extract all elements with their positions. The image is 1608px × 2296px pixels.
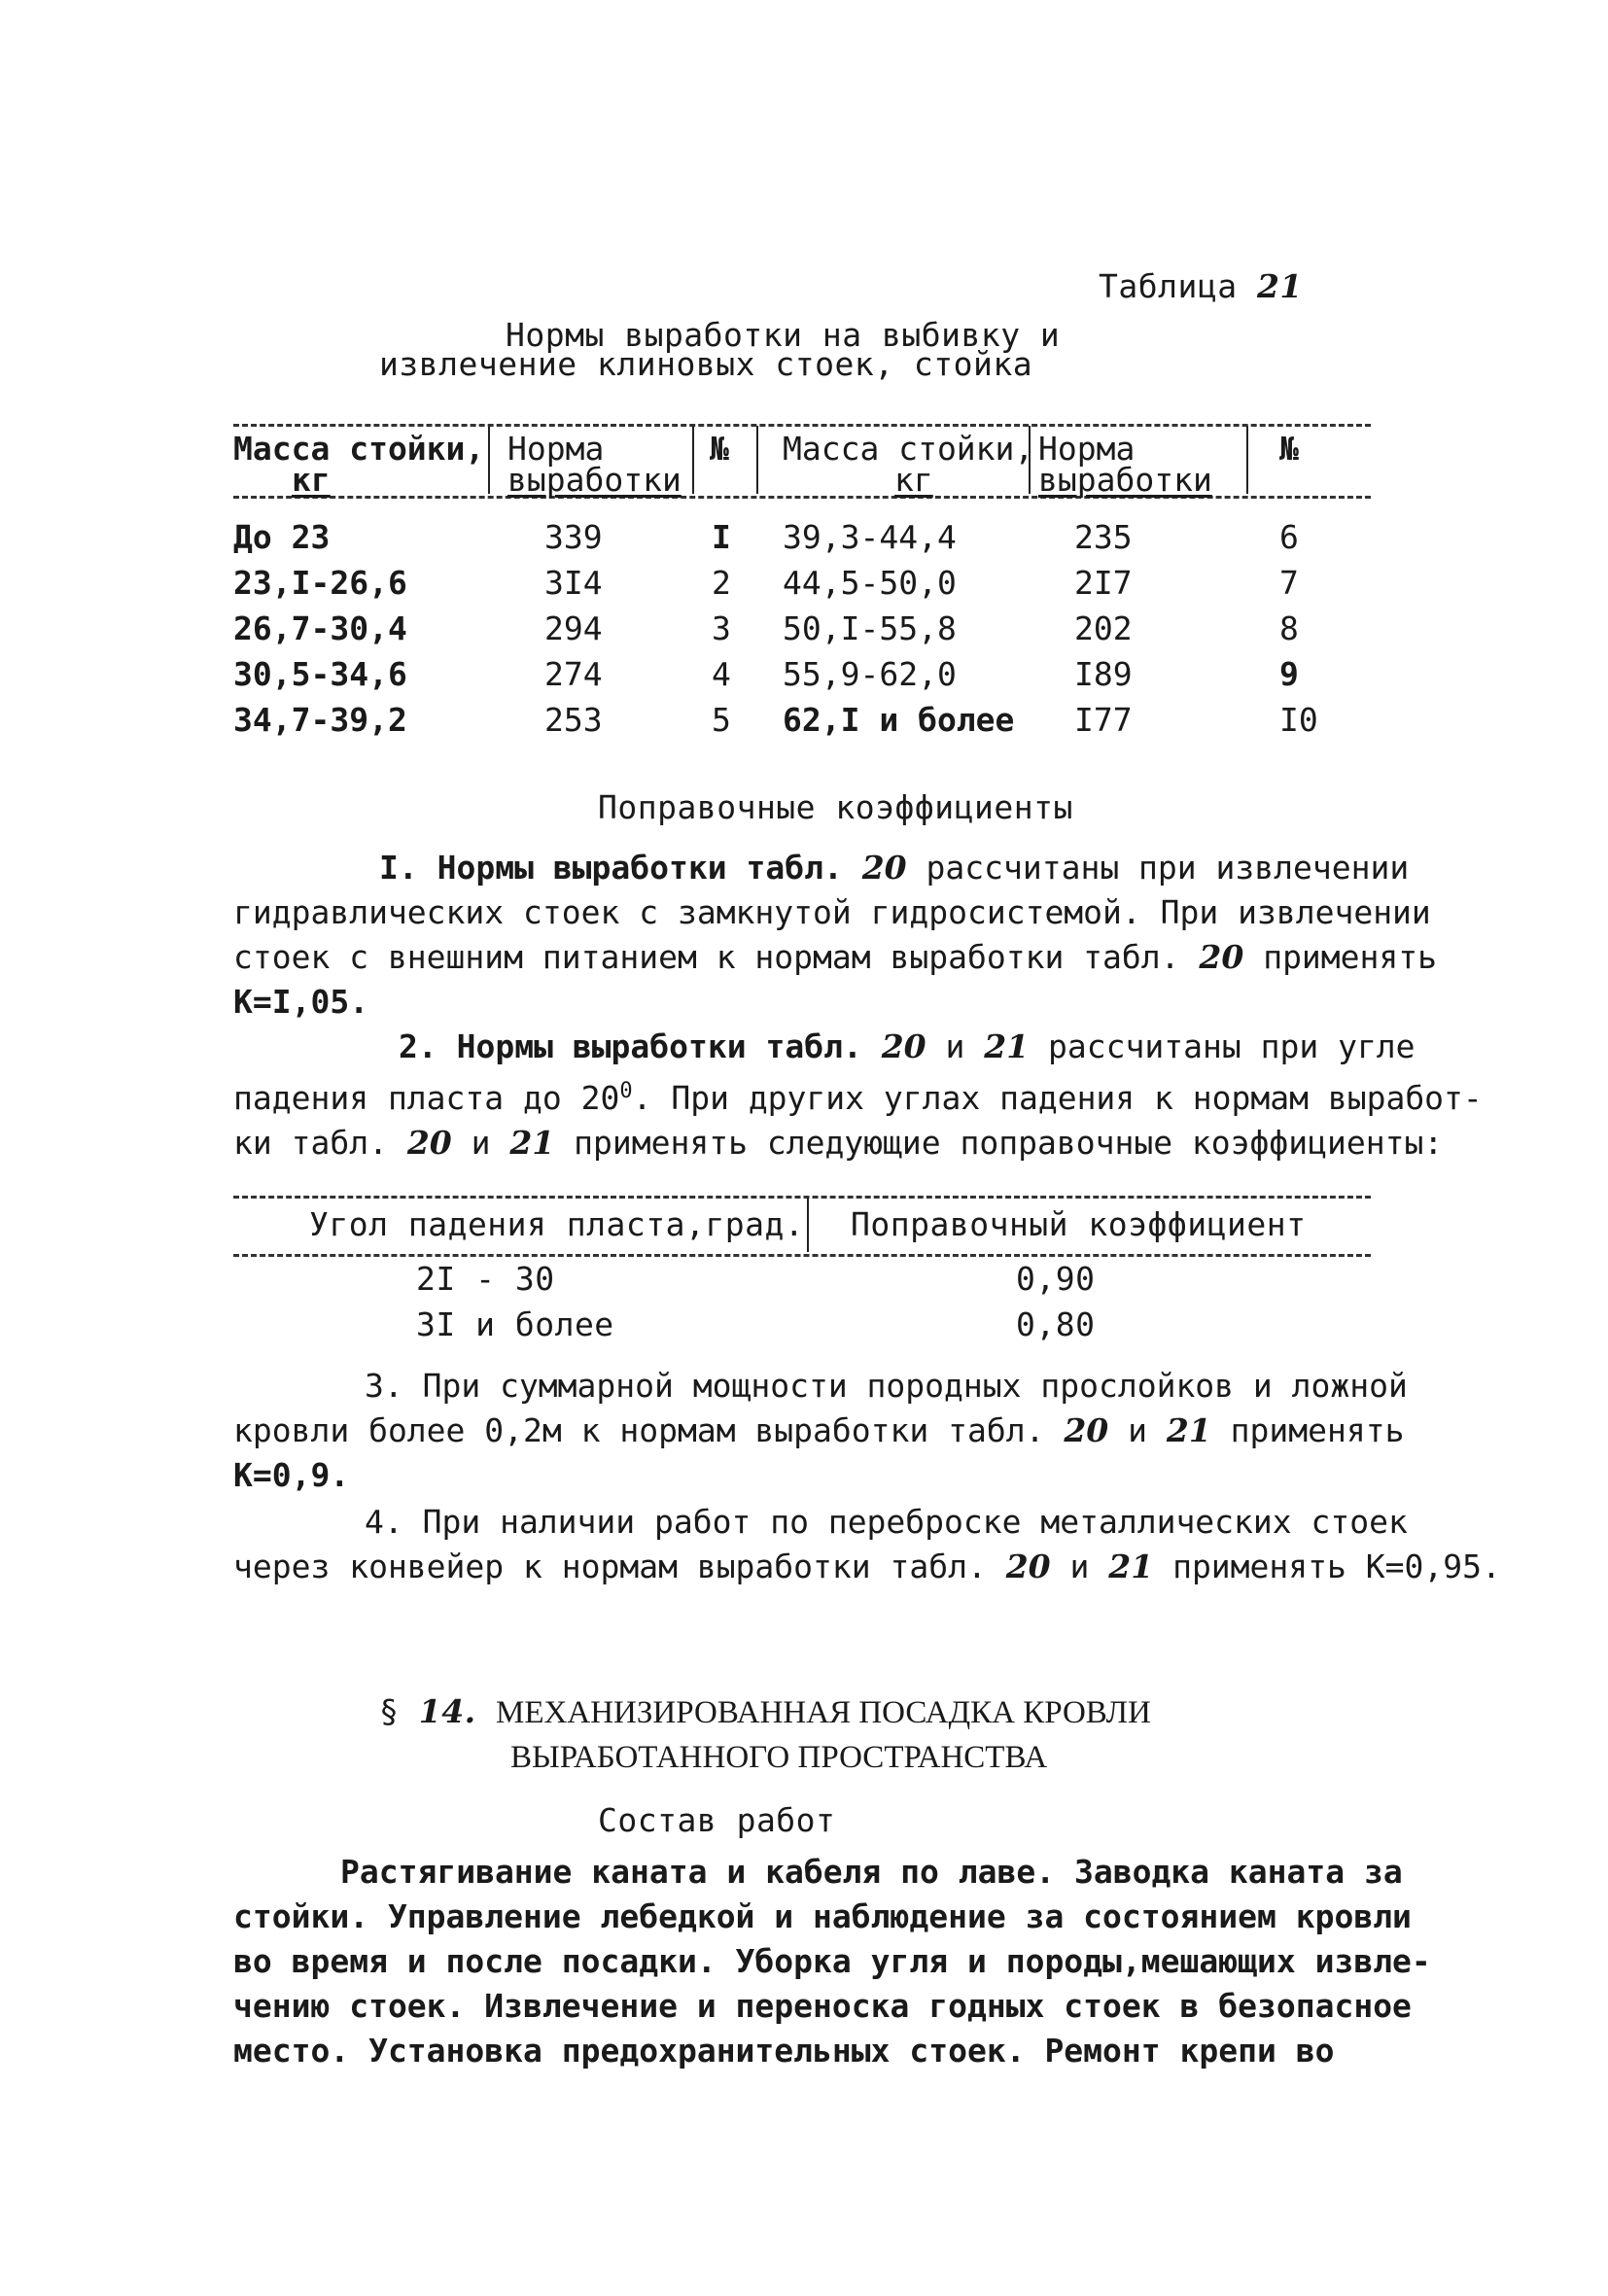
header-angle: Угол падения пласта,град. [309, 1205, 805, 1243]
work-composition-title: Состав работ [598, 1801, 836, 1839]
paragraph-line [233, 1409, 1405, 1453]
paragraph-line: Растягивание каната и кабеля по лаве. Заводка каната за [340, 1853, 1403, 1891]
table-cell-mass: До 23 [233, 518, 331, 556]
col-divider [756, 426, 758, 494]
coefficient-cell: 0,90 [1016, 1260, 1096, 1298]
table-cell-num: I0 [1279, 701, 1318, 739]
text: через конвейер к нормам выработки табл. [233, 1548, 1006, 1585]
text: рассчитаны при извлечении [906, 849, 1410, 887]
header-norm-right [1038, 430, 1212, 499]
ref-table-20: 20 [881, 1027, 926, 1065]
table-cell-mass: 50,I-55,8 [783, 609, 957, 647]
ref-table-20: 20 [1199, 938, 1244, 976]
table-cell-num: 9 [1279, 655, 1299, 693]
paragraph-3 [233, 1364, 1408, 1498]
text: стоек с внешним питанием к нормам выработки табл. [233, 938, 1200, 976]
header-mass-line2: кг [292, 461, 331, 499]
header-norm-line1: Норма [1038, 430, 1136, 468]
paragraph-line [233, 1025, 1416, 1069]
text: ки табл. [233, 1124, 407, 1162]
text: применять [1210, 1411, 1405, 1449]
table-cell-mass: 26,7-30,4 [233, 609, 407, 647]
table-cell-norm: 294 [544, 609, 603, 647]
table-cell-mass: 44,5-50,0 [783, 564, 957, 602]
text: и [926, 1027, 985, 1065]
section-heading-line-1 [379, 1689, 1151, 1735]
ref-table-21: 21 [1108, 1548, 1154, 1585]
table-cell-mass: 34,7-39,2 [233, 701, 407, 739]
header-num-left: № [710, 430, 729, 468]
table-header-rule [233, 1254, 1371, 1257]
table-cell-norm: I77 [1074, 701, 1133, 739]
section-heading-line-2: ВЫРАБОТАННОГО ПРОСТРАНСТВА [510, 1740, 1048, 1775]
text: . При других углах падения к нормам выработ- [632, 1079, 1483, 1117]
table-title-line-2: извлечение клиновых стоек, стойка [379, 345, 1033, 383]
paragraph-line [233, 1121, 1444, 1165]
header-coefficient: Поправочный коэффициент [851, 1205, 1307, 1243]
table-cell-norm: 339 [544, 518, 603, 556]
text: применять К=0,95. [1153, 1548, 1501, 1585]
text: падения пласта до 20 [233, 1079, 620, 1117]
text: рассчитаны при угле [1029, 1027, 1416, 1065]
degree-superscript: 0 [619, 1079, 633, 1103]
table-cell-norm: I89 [1074, 655, 1133, 693]
col-divider [1246, 426, 1248, 494]
ref-table-20: 20 [861, 849, 907, 887]
table-top-rule [233, 1196, 1371, 1199]
text: и [1108, 1411, 1167, 1449]
paragraph-line: во время и после посадки. Уборка угля и породы,мешающих извле- [233, 1942, 1431, 1980]
text: 2. Нормы выработки табл. [399, 1027, 882, 1065]
table-cell-norm: 3I4 [544, 564, 603, 602]
angle-cell: 2I - 30 [416, 1260, 555, 1298]
table-cell-mass: 30,5-34,6 [233, 655, 407, 693]
table-cell-num: 8 [1279, 609, 1299, 647]
table-title-line-1: Нормы выработки на выбивку и [506, 316, 1061, 354]
ref-table-21: 21 [1166, 1411, 1211, 1449]
header-mass-line1: Масса стойки, [783, 430, 1034, 468]
table-cell-num: 4 [712, 655, 731, 693]
text: и [451, 1124, 510, 1162]
ref-table-20: 20 [1005, 1548, 1051, 1585]
table-cell-num: 6 [1279, 518, 1299, 556]
header-norm-line2: выработки [507, 461, 682, 499]
col-divider [807, 1198, 809, 1252]
table-cell-num: I [712, 518, 731, 556]
ref-table-21: 21 [509, 1124, 555, 1162]
paragraph-line: стойки. Управление лебедкой и наблюдение за состоянием кровли [233, 1897, 1412, 1935]
table-label [1099, 264, 1303, 309]
paragraph-line: К=I,05. [233, 983, 369, 1021]
header-norm-line2: выработки [1038, 461, 1212, 499]
paragraph-line [233, 846, 1410, 890]
text: применять следующие поправочные коэффициенты: [554, 1124, 1444, 1162]
paragraph-2 [233, 1025, 1483, 1165]
paragraph-4 [233, 1500, 1501, 1589]
paragraph-line: 4. При наличии работ по переброске металлических стоек [365, 1503, 1408, 1541]
paragraph-line: чению стоек. Извлечение и переноска годных стоек в безопасное [233, 1987, 1412, 2025]
table-cell-num: 7 [1279, 564, 1299, 602]
text: и [1050, 1548, 1109, 1585]
section-number: 14. [418, 1692, 476, 1730]
section-title: МЕХАНИЗИРОВАННАЯ ПОСАДКА КРОВЛИ [496, 1695, 1151, 1730]
table-cell-num: 5 [712, 701, 731, 739]
header-norm-left [507, 430, 682, 499]
table-cell-mass: 39,3-44,4 [783, 518, 957, 556]
ref-table-21: 21 [984, 1027, 1030, 1065]
header-mass-line2: кг [894, 461, 933, 499]
col-divider [692, 426, 694, 494]
table-cell-norm: 202 [1074, 609, 1133, 647]
section-symbol: § [379, 1692, 400, 1730]
table-cell-mass: 55,9-62,0 [783, 655, 957, 693]
table-label-prefix: Таблица [1099, 267, 1238, 305]
corrections-title: Поправочные коэффициенты [598, 788, 1073, 826]
paragraph-line [233, 1069, 1483, 1121]
paragraph-1 [233, 846, 1438, 1025]
text: I. Нормы выработки табл. [379, 849, 862, 887]
header-norm-line1: Норма [507, 430, 605, 468]
table-cell-norm: 253 [544, 701, 603, 739]
table-cell-mass: 23,I-26,6 [233, 564, 407, 602]
ref-table-20: 20 [406, 1124, 452, 1162]
paragraph-line: гидравлических стоек с замкнутой гидросистемой. При извлечении [233, 893, 1431, 931]
paragraph-line: место. Установка предохранительных стоек. Ремонт крепи во [233, 2032, 1335, 2070]
table-cell-num: 2 [712, 564, 731, 602]
col-divider [488, 426, 490, 494]
table-cell-norm: 235 [1074, 518, 1133, 556]
table-cell-norm: 274 [544, 655, 603, 693]
paragraph-line: 3. При суммарной мощности породных прослойков и ложной [365, 1367, 1408, 1405]
text: кровли более 0,2м к нормам выработки табл. [233, 1411, 1065, 1449]
text: применять [1243, 938, 1438, 976]
header-mass-line1: Масса стойки, [233, 430, 485, 468]
coefficient-cell: 0,80 [1016, 1305, 1096, 1343]
paragraph-line [233, 1545, 1501, 1589]
header-mass-left [233, 430, 485, 499]
paragraph-line [233, 935, 1438, 980]
header-num-right: № [1279, 430, 1299, 468]
table-cell-num: 3 [712, 609, 731, 647]
table-cell-norm: 2I7 [1074, 564, 1133, 602]
ref-table-20: 20 [1064, 1411, 1109, 1449]
table-label-number: 21 [1256, 267, 1303, 305]
table-cell-mass: 62,I и более [783, 701, 1015, 739]
angle-cell: 3I и более [416, 1305, 614, 1343]
work-composition-text [233, 1850, 1431, 2073]
header-mass-right [783, 430, 1034, 499]
paragraph-line: К=0,9. [233, 1456, 350, 1494]
table-top-rule [233, 424, 1371, 427]
